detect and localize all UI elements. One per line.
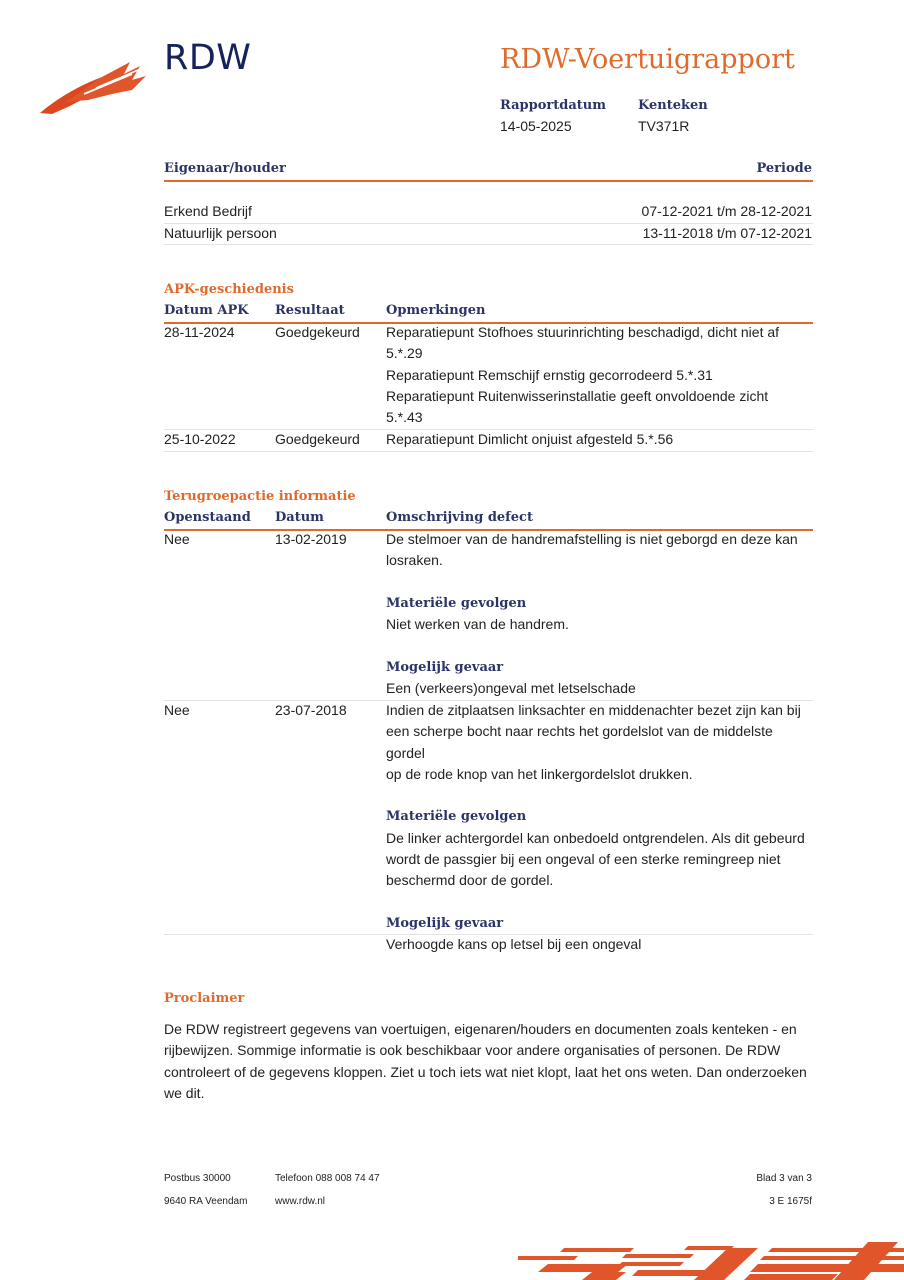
owners-header-rule: [164, 180, 813, 182]
apk-row-1-result: Goedgekeurd: [275, 324, 360, 340]
remark-line: 5.*.29: [386, 345, 423, 362]
desc-line: De stelmoer van de handremafstelling is niet geborgd en deze kan: [386, 531, 798, 547]
desc-line: Indien de zitplaatsen linksachter en middenachter bezet zijn kan bij: [386, 702, 801, 718]
apk-row-2-remarks: [386, 429, 806, 450]
desc-line: een scherpe bocht naar rechts het gordelslot van de middelste gordel: [386, 723, 773, 761]
desc-line: op de rode knop van het linkergordelslot drukken.: [386, 765, 693, 782]
proclaimer-line: De RDW registreert gegevens van voertuigen, eigenaren/houders en documenten zoals kenteken - en: [164, 1021, 797, 1037]
owner-row-1-owner: Erkend Bedrijf: [164, 203, 252, 219]
apk-row-1-remarks: [386, 322, 806, 428]
apk-remarks-header: Opmerkingen: [386, 303, 486, 318]
apk-date-header: Datum APK: [164, 303, 249, 318]
consequences-label: Materiële gevolgen: [386, 809, 527, 825]
recall-date-header: Datum: [275, 510, 324, 525]
consequences-line: Niet werken van de handrem.: [386, 616, 569, 633]
apk-row-2-result: Goedgekeurd: [275, 431, 360, 447]
recall-row-1-open: Nee: [164, 531, 190, 547]
danger-line: Verhoogde kans op letsel bij een ongeval: [386, 936, 642, 953]
table-row-divider: [164, 934, 813, 935]
proclaimer-line: rijbewijzen. Sommige informatie is ook beschikbaar voor andere organisaties of personen. De RDW: [164, 1042, 781, 1059]
recall-row-2-open: Nee: [164, 702, 190, 718]
footer-page-number: Blad 3 van 3: [756, 1173, 812, 1184]
recall-row-1-description: [386, 529, 811, 699]
plate-value: TV371R: [638, 118, 690, 134]
proclaimer-line: we dit.: [164, 1084, 205, 1101]
remark-line: Reparatiepunt Remschijf ernstig gecorrodeerd 5.*.31: [386, 366, 713, 383]
decorative-stripes-icon: [518, 1242, 904, 1280]
footer-phone: Telefoon 088 008 74 47: [275, 1173, 380, 1184]
footer-postbus: Postbus 30000: [164, 1173, 231, 1184]
recall-row-1-date: 13-02-2019: [275, 531, 347, 547]
proclaimer-text: [164, 1019, 814, 1104]
consequences-label: Materiële gevolgen: [386, 595, 527, 611]
remark-line: 5.*.43: [386, 409, 423, 426]
period-column-header: Periode: [756, 161, 812, 176]
report-date-label: Rapportdatum: [500, 98, 606, 113]
footer-website-link[interactable]: www.rdw.nl: [275, 1196, 326, 1207]
proclaimer-title: Proclaimer: [164, 991, 245, 1006]
proclaimer-line: controleert of de gegevens kloppen. Ziet u toch iets wat niet klopt, laat het ons weten. Dan onderzoeken: [164, 1063, 807, 1080]
recall-row-2-date: 23-07-2018: [275, 702, 347, 718]
recall-desc-header: Omschrijving defect: [386, 510, 533, 525]
apk-row-1-date: 28-11-2024: [164, 324, 235, 340]
consequences-line: beschermd door de gordel.: [386, 872, 554, 889]
table-row-divider: [164, 451, 813, 452]
rdw-logo-text: RDW: [164, 38, 252, 78]
table-row-divider: [164, 244, 813, 245]
apk-row-2-date: 25-10-2022: [164, 431, 236, 447]
owner-row-2-period: 13-11-2018 t/m 07-12-2021: [642, 225, 812, 241]
apk-result-header: Resultaat: [275, 303, 345, 318]
desc-line: losraken.: [386, 552, 443, 569]
report-date: 14-05-2025: [500, 118, 572, 134]
remark-line: Reparatiepunt Dimlicht onjuist afgesteld 5.*.56: [386, 431, 674, 447]
owner-row-2-owner: Natuurlijk persoon: [164, 225, 277, 241]
recall-section-title: Terugroepactie informatie: [164, 489, 356, 504]
remark-line: Reparatiepunt Stofhoes stuurinrichting beschadigd, dicht niet af: [386, 324, 780, 340]
consequences-line: De linker achtergordel kan onbedoeld ontgrendelen. Als dit gebeurd: [386, 829, 805, 846]
recall-row-2-description: [386, 700, 811, 956]
report-title: RDW-Voertuigrapport: [500, 44, 795, 75]
owner-row-1-period: 07-12-2021 t/m 28-12-2021: [641, 203, 812, 219]
danger-line: Een (verkeers)ongeval met letselschade: [386, 680, 636, 697]
owner-column-header: Eigenaar/houder: [164, 161, 286, 176]
danger-label: Mogelijk gevaar: [386, 915, 504, 931]
footer-document-code: 3 E 1675f: [769, 1196, 812, 1207]
recall-open-header: Openstaand: [164, 510, 251, 525]
consequences-line: wordt de passgier bij een ongeval of een sterke remingreep niet: [386, 851, 781, 868]
plate-label: Kenteken: [638, 98, 708, 113]
danger-label: Mogelijk gevaar: [386, 659, 504, 675]
apk-section-title: APK-geschiedenis: [164, 282, 294, 297]
rdw-logo-icon: [40, 58, 148, 116]
footer-city: 9640 RA Veendam: [164, 1196, 248, 1207]
remark-line: Reparatiepunt Ruitenwisserinstallatie geeft onvoldoende zicht: [386, 387, 769, 404]
